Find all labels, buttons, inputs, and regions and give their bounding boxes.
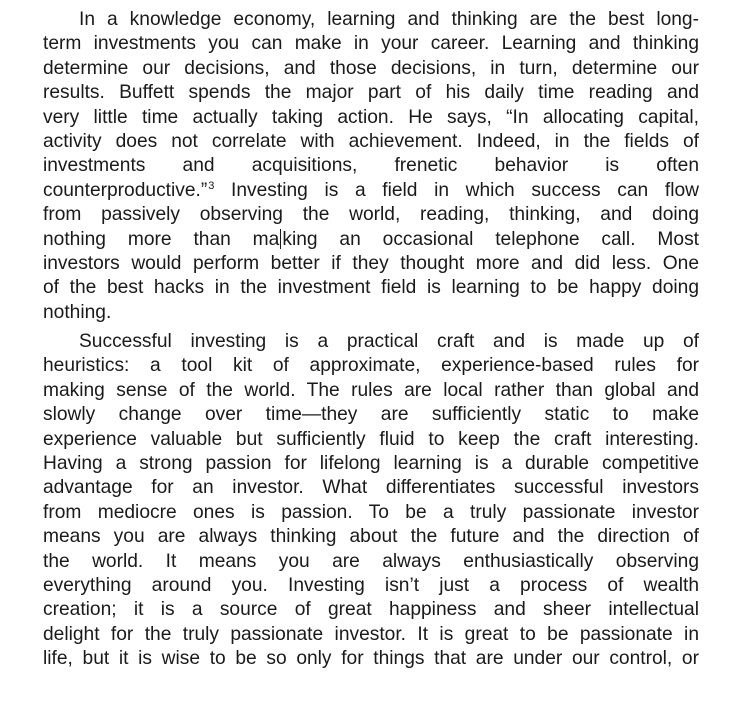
text-line: of the best hacks in the investment field is learning to be happy doing [43, 277, 699, 299]
text-segment: king an occasional telephone call. Most [282, 228, 699, 250]
text-line-with-footnote [43, 179, 699, 203]
text-line: activity does not correlate with achievement. Indeed, in the fields of [43, 130, 699, 152]
text-line: creation; it is a source of great happiness and sheer intellectual [43, 599, 699, 621]
text-line: from mediocre ones is passion. To be a truly passionate investor [43, 501, 699, 523]
text-line: from passively observing the world, reading, thinking, and doing [43, 204, 699, 226]
text-line: nothing. [43, 301, 112, 323]
text-line: investors would perform better if they thought more and did less. One [43, 252, 699, 274]
paragraph[interactable] [43, 330, 699, 671]
text-line: life, but it is wise to be so only for things that are under our control, or [43, 648, 699, 670]
text-line: slowly change over time—they are sufficiently static to make [43, 404, 699, 426]
text-line: very little time actually taking action. He says, “In allocating capital, [43, 106, 699, 128]
text-line: the world. It means you are always enthusiastically observing [43, 550, 699, 572]
text-line: Successful investing is a practical craft and is made up of [79, 331, 699, 353]
text-line: determine our decisions, and those decisions, in turn, determine our [43, 57, 699, 79]
text-line: making sense of the world. The rules are local rather than global and [43, 379, 699, 401]
text-line: means you are always thinking about the future and the direction of [43, 526, 699, 548]
text-line: Having a strong passion for lifelong learning is a durable competitive [43, 453, 699, 475]
text-line: experience valuable but sufficiently fluid to keep the craft interesting. [43, 428, 699, 450]
text-line: In a knowledge economy, learning and thinking are the best long- [79, 9, 699, 30]
text-line: results. Buffett spends the major part of his daily time reading and [43, 82, 699, 104]
text-line: delight for the truly passionate investor. It is great to be passionate in [43, 623, 699, 645]
text-line: advantage for an investor. What differentiates successful investors [43, 477, 699, 499]
text-line: term investments you can make in your career. Learning and thinking [43, 33, 699, 55]
text-segment: counterproductive.” [43, 179, 208, 201]
text-segment: Investing is a field in which success can flow [214, 179, 699, 201]
text-line-with-caret [43, 228, 699, 252]
paragraph[interactable] [43, 8, 699, 325]
text-segment: nothing more than ma [43, 228, 280, 250]
text-line: investments and acquisitions, frenetic behavior is often [43, 155, 699, 177]
text-line: heuristics: a tool kit of approximate, experience-based rules for [43, 355, 699, 377]
document-page [43, 8, 699, 677]
footnote-reference[interactable]: 3 [208, 179, 215, 192]
text-line: everything around you. Investing isn’t just a process of wealth [43, 574, 699, 596]
